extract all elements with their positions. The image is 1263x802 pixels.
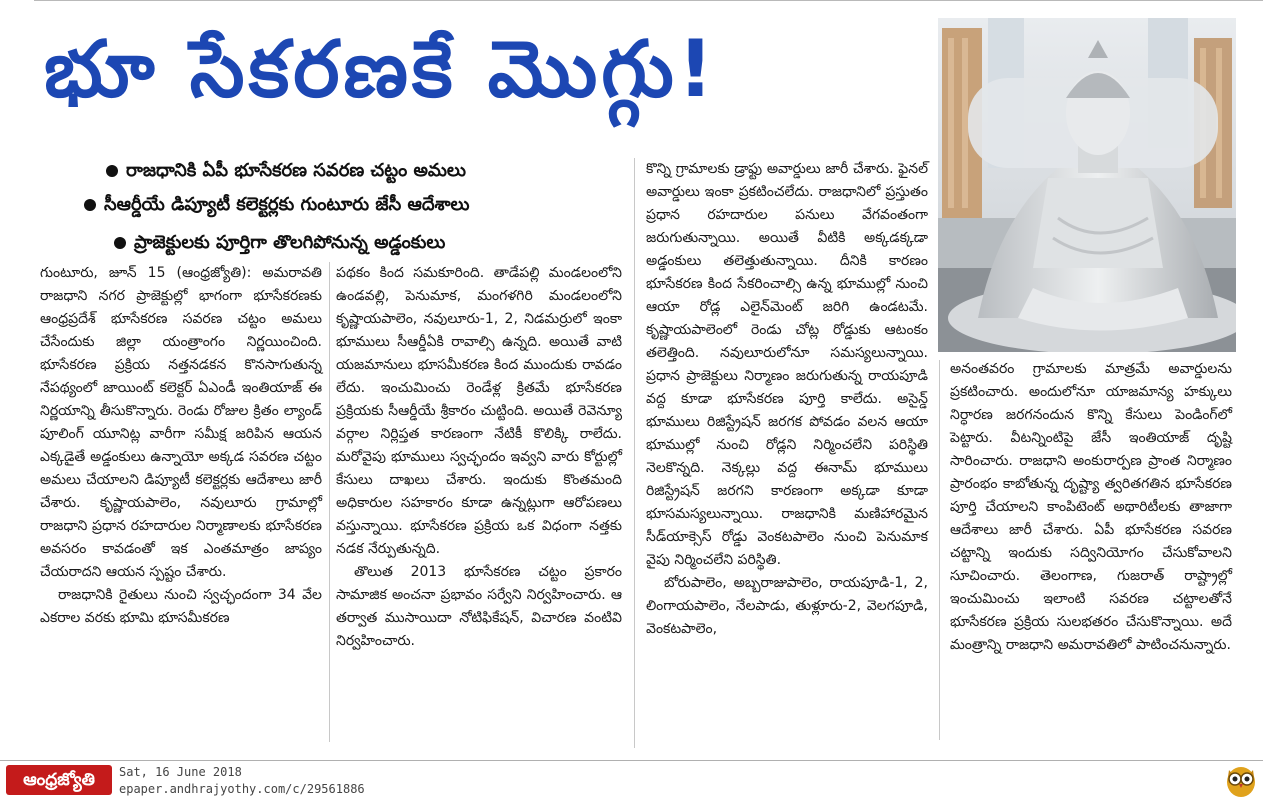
article-column-4 bbox=[950, 358, 1232, 657]
article-column-3 bbox=[646, 158, 928, 641]
bullet-item: రాజధానికి ఏపీ భూసేకరణ సవరణ చట్టం అమలు bbox=[106, 160, 466, 185]
column-divider bbox=[634, 158, 635, 748]
newspaper-logo[interactable]: ఆంధ్రజ్యోతి bbox=[6, 765, 112, 795]
paragraph: బోరుపాలెం, అబ్బరాజుపాలెం, రాయపూడి-1, 2, లింగాయపాలెం, నేలపాడు, తుళ్లూరు-2, వెలగపూడి, వెంకటపాలెం, bbox=[646, 575, 928, 637]
paragraph: గుంటూరు, జూన్ 15 (ఆంధ్రజ్యోతి): అమరావతి రాజధాని నగర ప్రాజెక్టుల్లో భాగంగా భూసేకరణకు ఆంధ్రప్రదేశ్ భూసేకరణ సవరణ చట్టం అమలు చేసేందుకు జిల్లా యంత్రాంగం నిర్ణయించింది. భూసేకరణ ప్రక్రియ నత్తనడకన కొనసాగుతున్న నేపథ్యంలో జాయింట్ కలెక్టర్ ఏఎండీ ఇంతియాజ్ ఈ నిర్ణయాన్ని తీసుకొన్నారు. రెండు రోజుల క్రితం ల్యాండ్ పూలింగ్ యూనిట్ల వారీగా సమీక్ష జరిపిన ఆయన ఎక్కడైతే అడ్డంకులు ఉన్నాయో అక్కడ సవరణ చట్టం అమలు చేయాలని డిప్యూటీ కలెక్టర్లకు ఆదేశాలు జారీ చేశారు. కృష్ణాయపాలెం, నవులూరు గ్రామాల్లో రాజధాని ప్రధాన రహదారుల నిర్మాణాలకు భూసేకరణ అవసరం కావడంతో ఇక ఎంతమాత్రం జాప్యం చేయరాదని ఆయన స్పష్టం చేశారు. bbox=[40, 265, 322, 580]
top-border bbox=[34, 0, 1263, 4]
article-column-1 bbox=[40, 262, 322, 630]
statue-illustration bbox=[938, 18, 1236, 352]
paragraph: అనంతవరం గ్రామాలకు మాత్రమే అవార్డులను ప్రకటించారు. అందులోనూ యాజమాన్య హక్కులు నిర్ధారణ జరగనందున కొన్ని కేసులు పెండింగ్‌లో పెట్టారు. వీటన్నింటిపై జేసీ ఇంతియాజ్ దృష్టి సారించారు. రాజధాని అంకురార్పణ ప్రాంత నిర్మాణం ప్రారంభం కాబోతున్న దృష్ట్యా త్వరితగతిన భూసేకరణ పూర్తి చేయాలని కాంపిటెంట్ అథారిటీలకు తాజాగా ఆదేశాలు జారీ చేశారు. ఏపీ భూసేకరణ సవరణ చట్టాన్ని ఇందుకు సద్వినియోగం చేసుకోవాలని సూచించారు. తెలంగాణ, గుజరాత్ రాష్ట్రాల్లో ఇంచుమించు ఇలాంటి సవరణ చట్టాలతోనే భూసేకరణ ప్రక్రియ సులభతరం చేసుకొన్నాయి. అదే మంత్రాన్ని రాజధాని అమరావతిలో పాటించనున్నారు. bbox=[950, 361, 1232, 653]
paragraph: కొన్ని గ్రామాలకు డ్రాఫ్టు అవార్డులు జారీ చేశారు. ఫైనల్ అవార్డులు ఇంకా ప్రకటించలేదు. రాజధానిలో ప్రస్తుతం ప్రధాన రహదారుల పనులు వేగవంతంగా జరుగుతున్నాయి. అయితే వీటికి అక్కడక్కడా అడ్డంకులు తలెత్తుతున్నాయి. దీనికి కారణం భూసేకరణ కింద సేకరించాల్సి ఉన్న భూముల్లో నుంచి ఆయా రోడ్ల ఎలైన్‌మెంట్ జరిగి ఉండటమే. కృష్ణాయపాలెంలో రెండు చోట్ల రోడ్డుకు ఆటంకం తలెత్తింది. నవులూరులోనూ సమస్యలున్నాయి. ప్రధాన ప్రాజెక్టులు నిర్మాణం జరుగుతున్న రాయపూడి వద్ద కూడా భూసేకరణ పూర్తి కాలేదు. అసైన్డ్ భూములు రిజిస్ట్రేషన్ జరగక పోవడం వలన ఆయా భూముల్లో నుంచి రోడ్లని నిర్మించలేని పరిస్థితి నెలకొన్నది. నెక్కల్లు వద్ద ఈనామ్ భూములు రిజిస్ట్రేషన్ జరగని కారణంగా అక్కడా కూడా భూసమస్యలున్నాయి. రాజధానికి మణిహారమైన సీడ్‌యాక్సెస్ రోడ్డు వెంకటపాలెం నుంచి పెనుమాక వైపు నిర్మించలేని పరిస్థితి. bbox=[646, 161, 928, 568]
column-divider bbox=[939, 360, 940, 740]
bullet-dot-icon bbox=[106, 165, 118, 177]
owl-mascot-icon bbox=[1224, 762, 1258, 798]
bullet-item: సీఆర్డీయే డిప్యూటీ కలెక్టర్లకు గుంటూరు జేసీ ఆదేశాలు bbox=[84, 194, 469, 219]
bullet-dot-icon bbox=[84, 199, 96, 211]
article-column-2 bbox=[336, 262, 622, 653]
bullet-item: ప్రాజెక్టులకు పూర్తిగా తొలగిపోనున్న అడ్డంకులు bbox=[114, 232, 445, 257]
paragraph: రాజధానికి రైతులు నుంచి స్వచ్ఛందంగా 34 వేల ఎకరాల వరకు భూమి భూసమీకరణ bbox=[40, 587, 322, 626]
epaper-url[interactable]: epaper.andhrajyothy.com/c/29561886 bbox=[119, 782, 365, 796]
paragraph: పథకం కింద సమకూరింది. తాడేపల్లి మండలంలోని ఉండవల్లి, పెనుమాక, మంగళగిరి మండలంలోని కృష్ణాయపాలెం, నవులూరు-1, 2, నిడమర్రులో ఇంకా భూములు సీఆర్డీఏకి రావాల్సి ఉన్నది. అయితే వాటి యజమానులు భూసమీకరణ కింద ముందుకు రావడం లేదు. ఇంచుమించు రెండేళ్ల క్రితమే భూసేకరణ ప్రక్రియకు సీఆర్డీయే శ్రీకారం చుట్టింది. అయితే రెవెన్యూ వర్గాల నిర్లిప్తత కారణంగా నేటికీ కొలిక్కి రాలేదు. మరోవైపు భూములు స్వచ్ఛందం ఇవ్వని వారు కోర్టుల్లో కేసులు దాఖలు చేశారు. ఇందుకు కొంతమంది అధికారుల సహకారం కూడా ఉన్నట్లుగా ఆరోపణలు వస్తున్నాయి. భూసేకరణ ప్రక్రియ ఒక విధంగా నత్తకు నడక నేర్పుతున్నది. bbox=[336, 265, 622, 557]
buddha-statue-photo bbox=[938, 18, 1236, 352]
edition-date: Sat, 16 June 2018 bbox=[119, 765, 242, 779]
paragraph: తొలుత 2013 భూసేకరణ చట్టం ప్రకారం సామాజిక అంచనా ప్రభావం సర్వేని నిర్వహించారు. ఆ తర్వాత ముసాయిదా నోటిఫికేషన్, విచారణ వంటివి నిర్వహించారు. bbox=[336, 564, 622, 649]
column-divider bbox=[329, 262, 330, 742]
footer-divider bbox=[0, 760, 1263, 761]
bullet-dot-icon bbox=[114, 237, 126, 249]
headline: భూ సేకరణకే మొగ్గు! bbox=[44, 25, 718, 115]
